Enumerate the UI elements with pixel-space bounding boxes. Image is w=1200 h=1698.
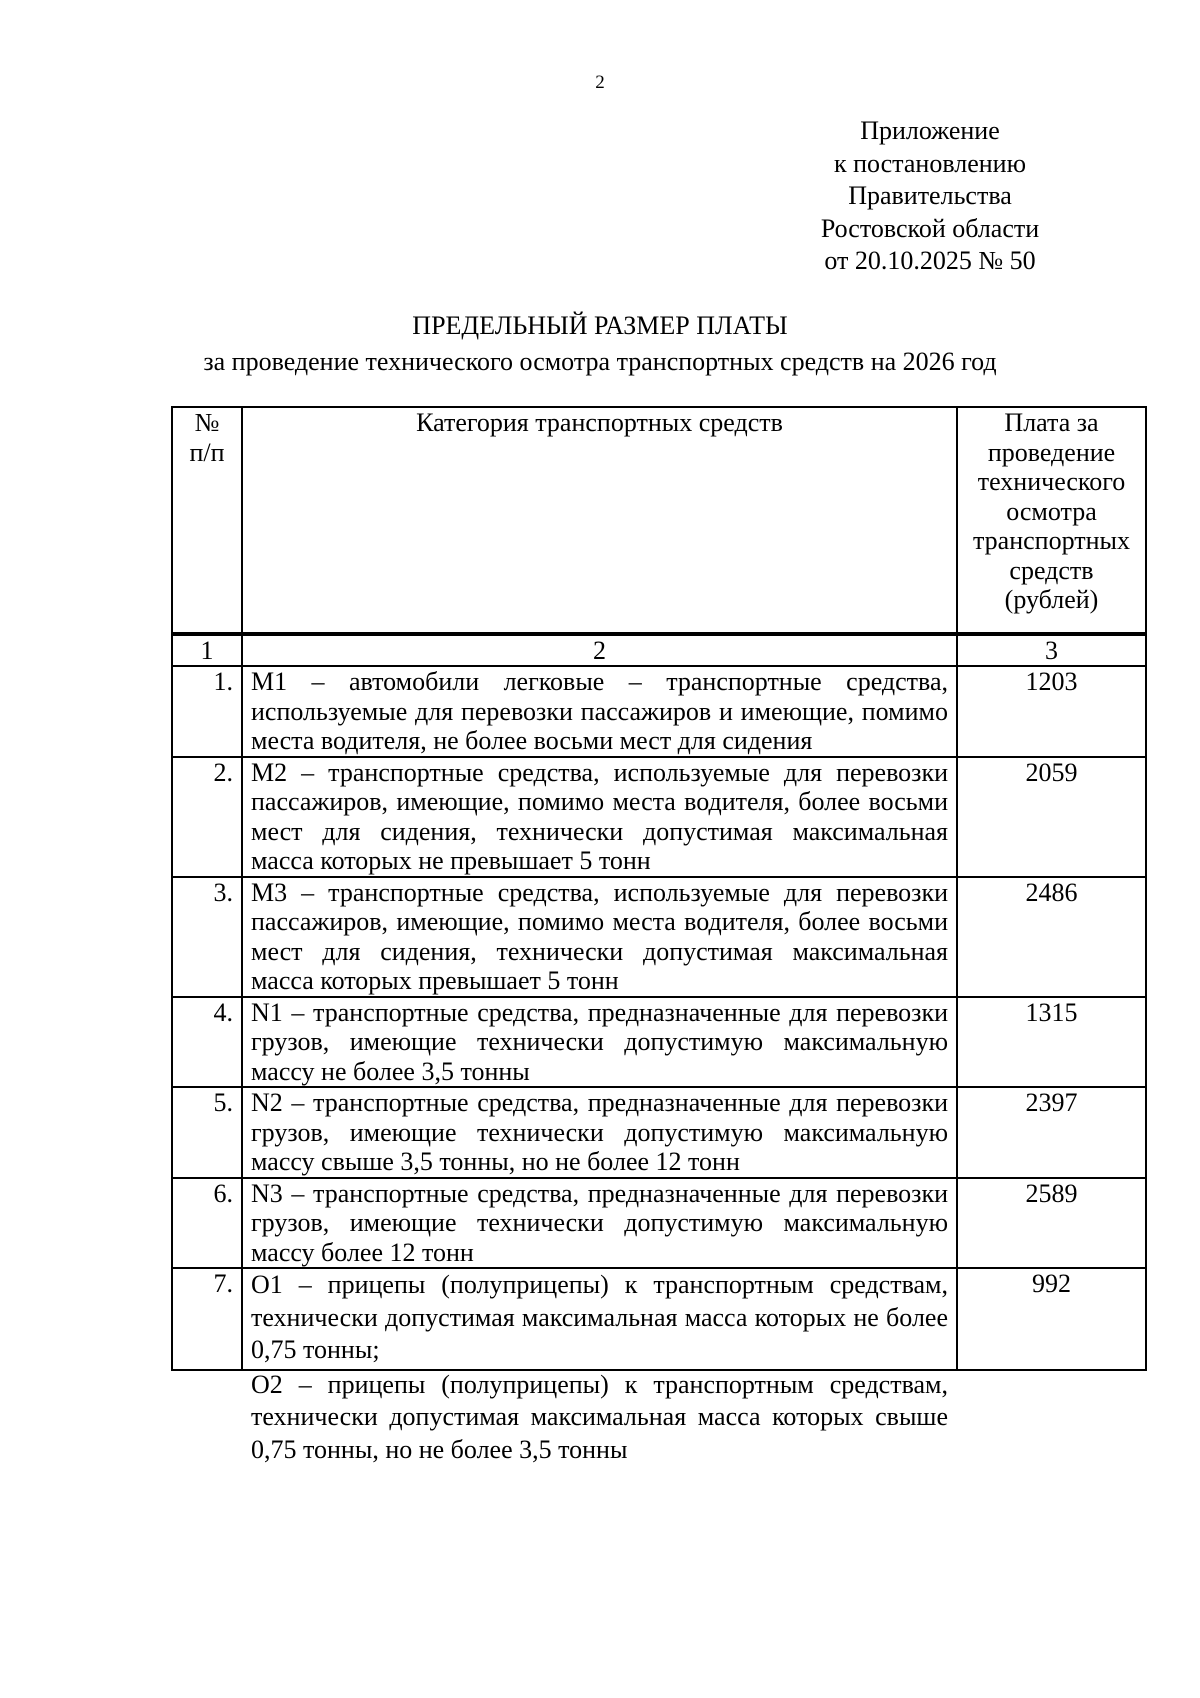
row-category: М3 – транспортные средства, используемые для перевозки пассажиров, имеющие, помимо места водителя, более восьми мест для сидения, технически допустимая максимальная масса которых превышает 5 тонн <box>242 877 957 997</box>
column-index: 2 <box>242 634 957 666</box>
row-fee: 1315 <box>957 997 1146 1088</box>
row-category-part: О1 – прицепы (полуприцепы) к транспортным средствам, технически допустимая максимальная масса которых не более 0,75 тонны; <box>251 1270 948 1364</box>
header-fee: Плата за проведение технического осмотра транспортных средств (рублей) <box>957 407 1146 634</box>
row-number: 2. <box>172 757 242 877</box>
row-category: М1 – автомобили легковые – транспортные средства, используемые для перевозки пассажиров и имеющие, помимо места водителя, не более восьми мест для сидения <box>242 666 957 757</box>
row-category: N2 – транспортные средства, предназначенные для перевозки грузов, имеющие технически допустимую максимальную массу свыше 3,5 тонны, но не более 12 тонн <box>242 1087 957 1178</box>
table-row <box>172 757 1146 877</box>
appendix-line: к постановлению <box>833 148 1027 178</box>
table-row <box>172 1268 1146 1370</box>
row-fee: 2059 <box>957 757 1146 877</box>
table-row <box>172 1087 1146 1178</box>
table-header-row <box>172 407 1146 634</box>
document-title: ПРЕДЕЛЬНЫЙ РАЗМЕР ПЛАТЫ <box>412 311 788 340</box>
document-subtitle: за проведение технического осмотра транспортных средств на 2026 год <box>203 347 997 376</box>
appendix-line: Правительства <box>848 181 1012 210</box>
column-index: 3 <box>957 634 1146 666</box>
row-number: 4. <box>172 997 242 1088</box>
row-fee: 2397 <box>957 1087 1146 1178</box>
row-fee: 2486 <box>957 877 1146 997</box>
row-number: 7. <box>172 1268 242 1370</box>
row-fee: 1203 <box>957 666 1146 757</box>
appendix-line: Ростовской области <box>820 213 1040 243</box>
header-num: № п/п <box>172 407 242 634</box>
table-row <box>172 877 1146 997</box>
header-category: Категория транспортных средств <box>242 407 957 634</box>
row-number: 3. <box>172 877 242 997</box>
appendix-block <box>680 115 1180 278</box>
table-row <box>172 1178 1146 1269</box>
page-number: 2 <box>595 72 605 93</box>
row-category: О1 – прицепы (полуприцепы) к транспортным средствам, технически допустимая максимальная масса которых не более 0,75 тонны; О2 – прицепы (полуприцепы) к транспортным средствам, технически допустимая максимальная масса которых свыше 0,75 тонны, но не более 3,5 тонны <box>242 1268 957 1370</box>
table-row <box>172 997 1146 1088</box>
row-fee: 992 <box>957 1268 1146 1370</box>
fees-table <box>171 406 1147 1464</box>
appendix-line: от 20.10.2025 № 50 <box>824 246 1036 275</box>
row-number: 1. <box>172 666 242 757</box>
row-category: N1 – транспортные средства, предназначенные для перевозки грузов, имеющие технически допустимую максимальную массу не более 3,5 тонны <box>242 997 957 1088</box>
row-number: 5. <box>172 1087 242 1178</box>
row-category: N3 – транспортные средства, предназначенные для перевозки грузов, имеющие технически допустимую максимальную массу более 12 тонн <box>242 1178 957 1269</box>
table-row <box>172 666 1146 757</box>
column-index: 1 <box>172 634 242 666</box>
column-index-row <box>172 634 1146 666</box>
row-category: М2 – транспортные средства, используемые для перевозки пассажиров, имеющие, помимо места водителя, более восьми мест для сидения, технически допустимая максимальная масса которых не превышает 5 тонн <box>242 757 957 877</box>
appendix-line: Приложение <box>860 116 1000 145</box>
row-number: 6. <box>172 1178 242 1269</box>
row-fee: 2589 <box>957 1178 1146 1269</box>
